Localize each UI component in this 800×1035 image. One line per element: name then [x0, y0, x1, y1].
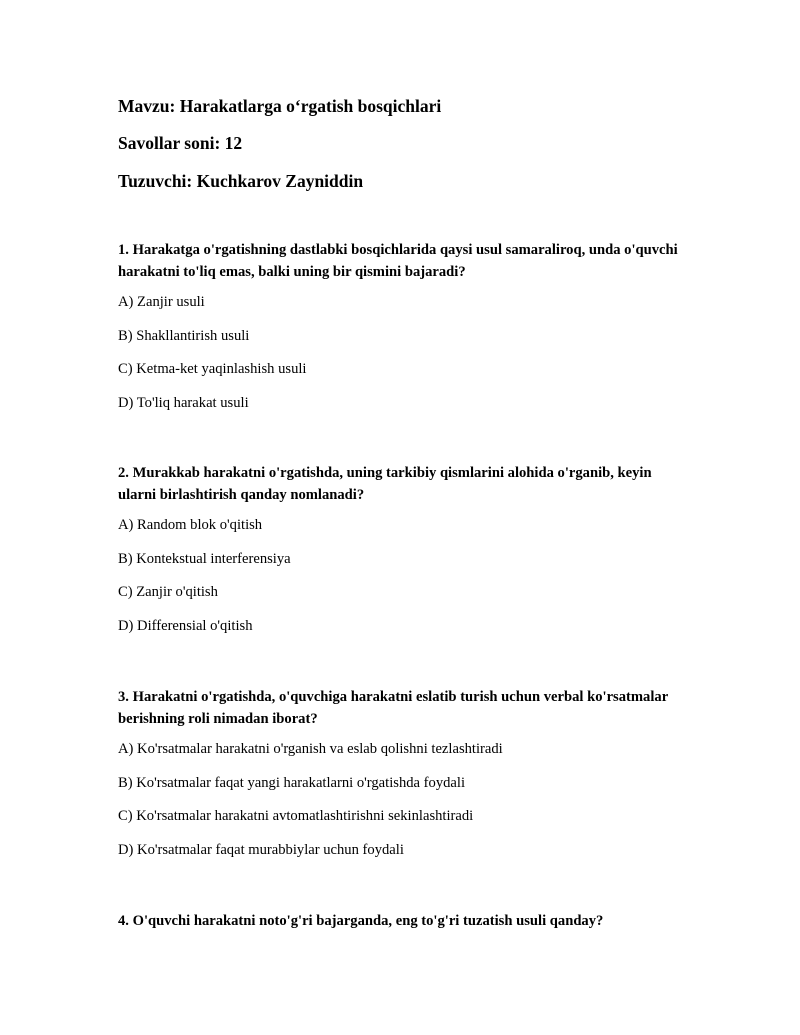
question-block [118, 462, 678, 651]
question-text: 1. Harakatga o'rgatishning dastlabki bosqichlarida qaysi usul samaraliroq, unda o'quvchi harakatni to'liq emas, balki uning bir qismini bajaradi? [118, 242, 678, 280]
answer-option: D) Differensial o'qitish [118, 618, 253, 635]
answer-options [118, 740, 678, 859]
topic-heading: Mavzu: Harakatlarga o‘rgatish bosqichlari [118, 96, 442, 116]
question-text: 4. O'quvchi harakatni noto'g'ri bajarganda, eng to'g'ri tuzatish usuli qanday? [118, 913, 604, 929]
answer-option: A) Random blok o'qitish [118, 517, 263, 533]
question-count-heading: Savollar soni: 12 [118, 133, 243, 153]
question-block [118, 239, 678, 428]
question-block [118, 910, 678, 932]
answer-option: C) Ko'rsatmalar harakatni avtomatlashtirishni sekinlashtiradi [118, 808, 474, 825]
question-text: 3. Harakatni o'rgatishda, o'quvchiga harakatni eslatib turish uchun verbal ko'rsatmalar berishning roli nimadan iborat? [118, 689, 668, 727]
answer-option: A) Zanjir usuli [118, 294, 205, 310]
answer-options [118, 293, 678, 412]
answer-option: A) Ko'rsatmalar harakatni o'rganish va eslab qolishni tezlashtiradi [118, 741, 503, 757]
answer-option: B) Ko'rsatmalar faqat yangi harakatlarni o'rgatishda foydali [118, 774, 466, 791]
answer-option: C) Zanjir o'qitish [118, 584, 218, 601]
answer-option: D) To'liq harakat usuli [118, 395, 249, 412]
question-block [118, 686, 678, 875]
answer-options [118, 516, 678, 635]
question-text: 2. Murakkab harakatni o'rgatishda, uning tarkibiy qismlarini alohida o'rganib, keyin ularni birlashtirish qanday nomlanadi? [118, 465, 652, 503]
answer-option: B) Kontekstual interferensiya [118, 550, 291, 567]
answer-option: C) Ketma-ket yaqinlashish usuli [118, 361, 307, 378]
answer-option: B) Shakllantirish usuli [118, 327, 250, 344]
author-heading: Tuzuvchi: Kuchkarov Zayniddin [118, 171, 364, 191]
answer-option: D) Ko'rsatmalar faqat murabbiylar uchun foydali [118, 842, 404, 859]
